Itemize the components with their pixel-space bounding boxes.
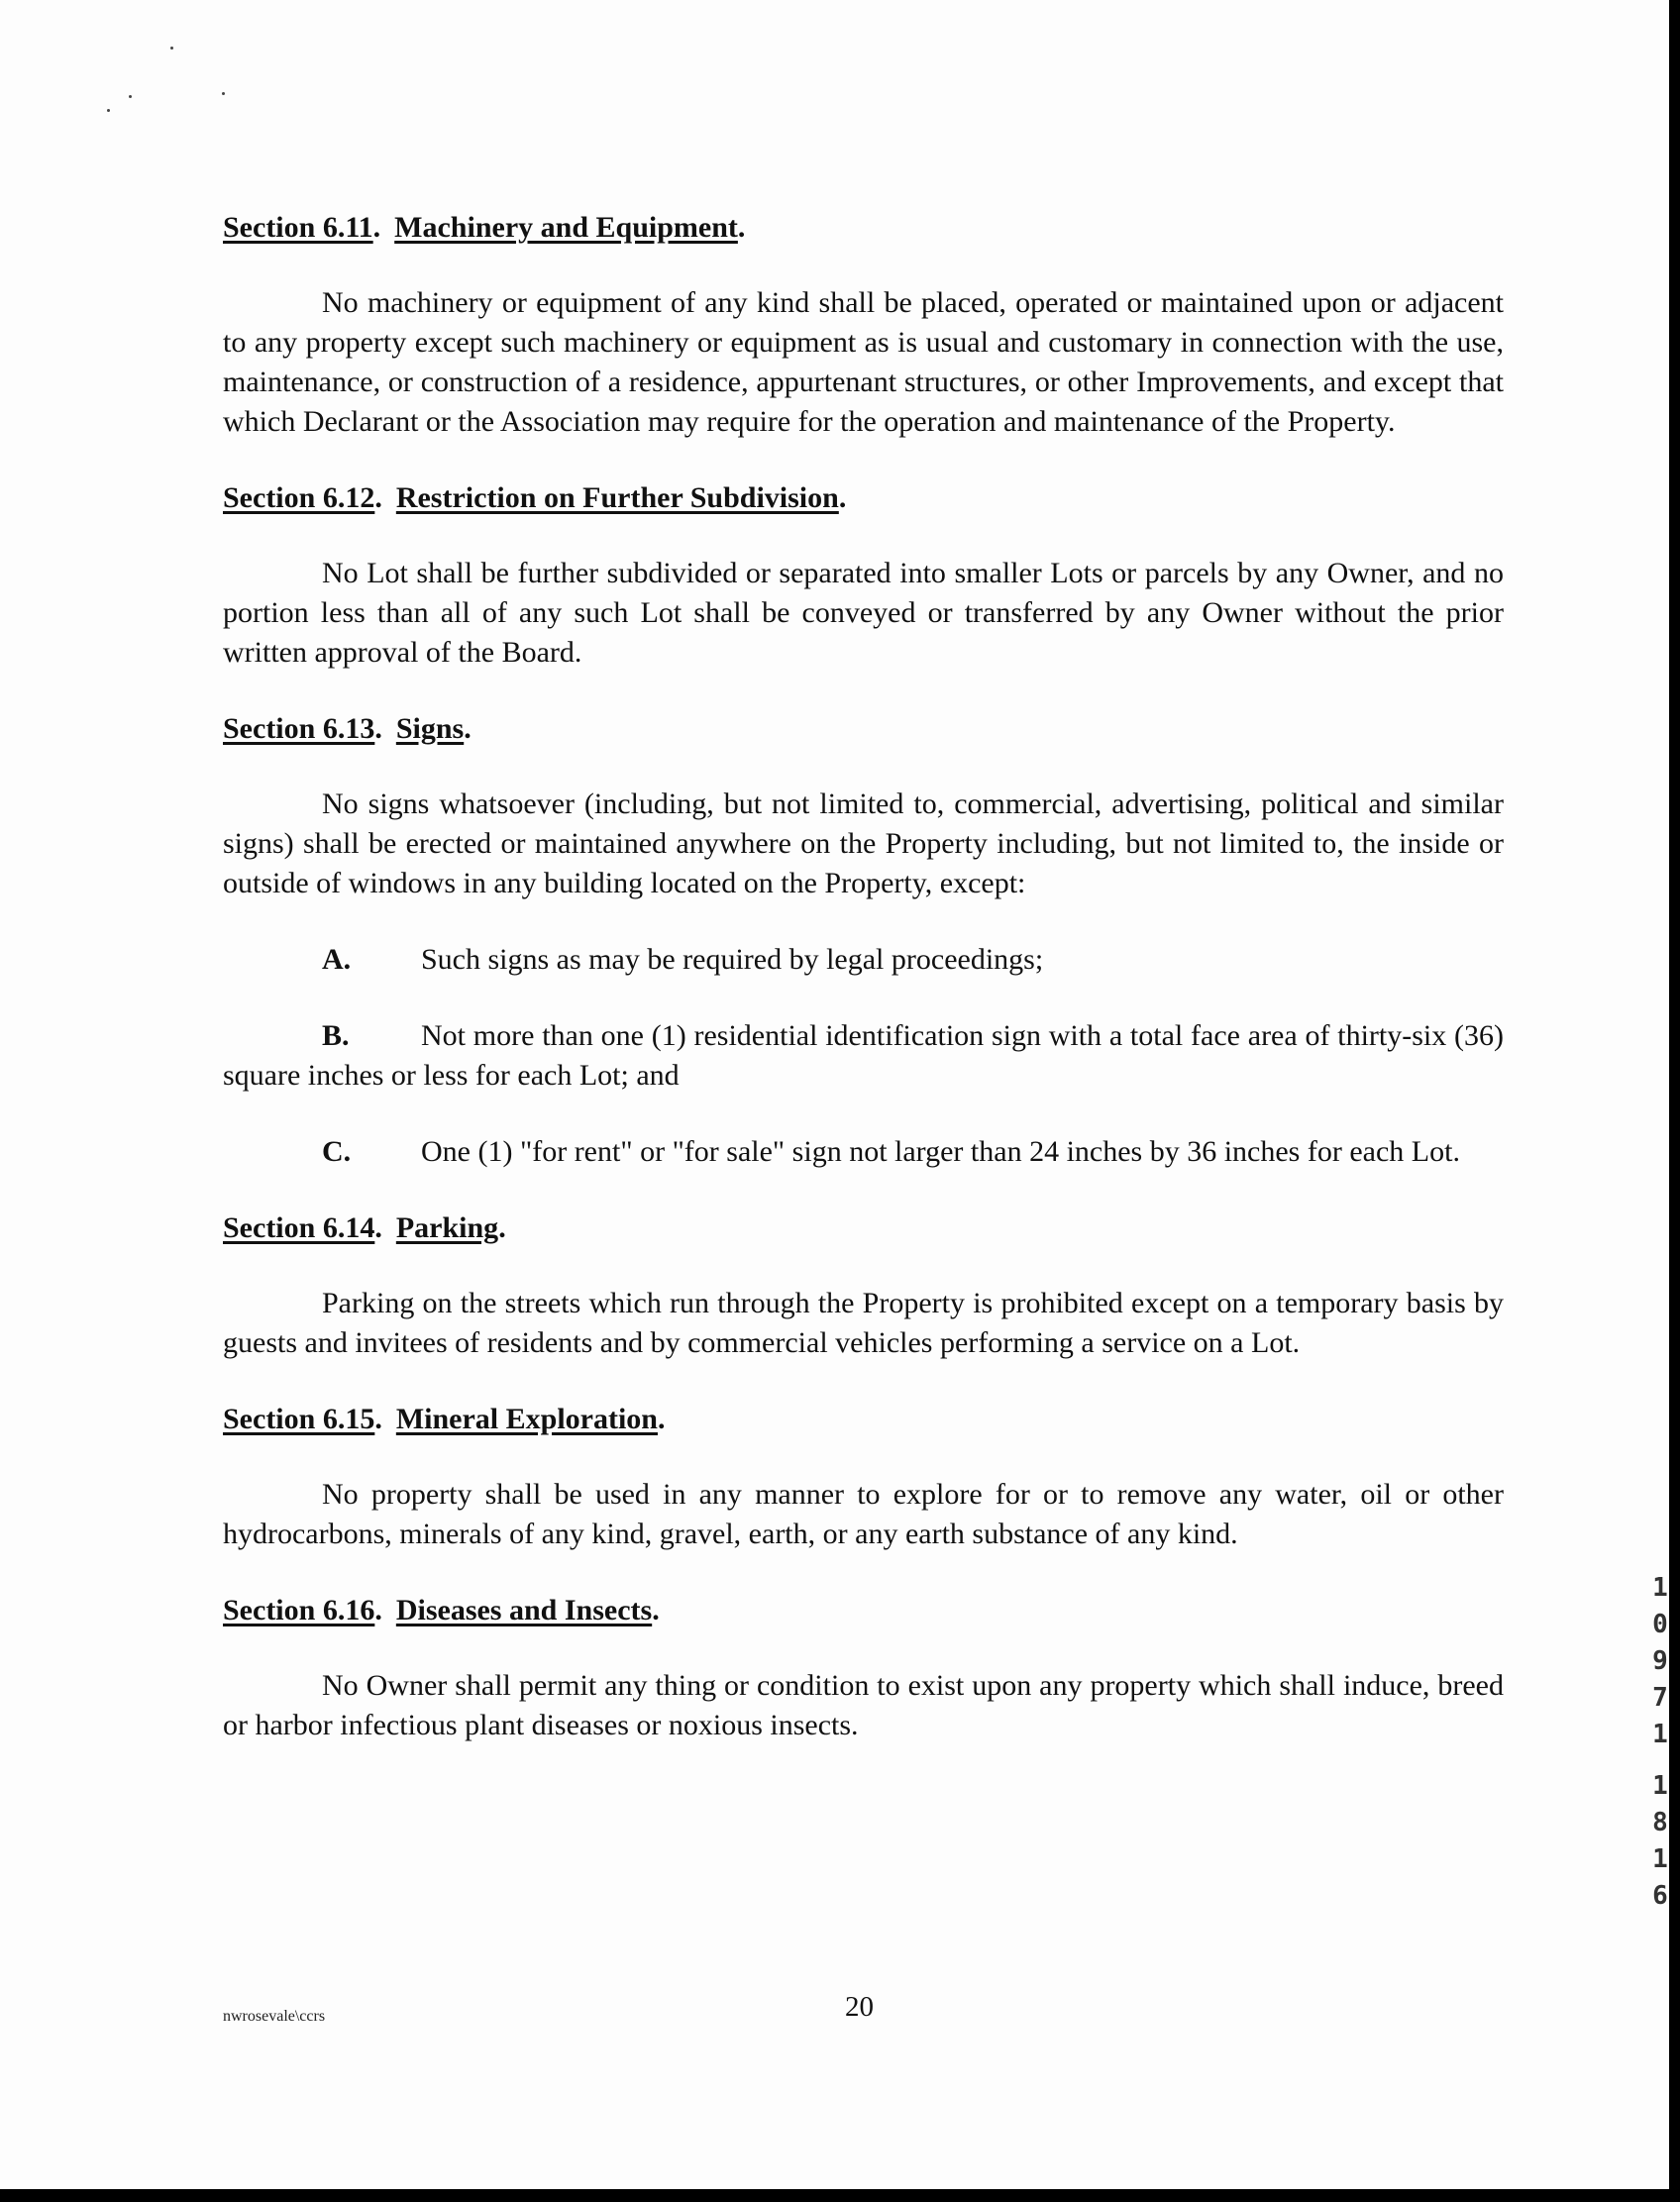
section-paragraph: No signs whatsoever (including, but not limited to, commercial, advertising, political and similar signs) shall be erected or maintained anywhere on the Property including, but not limited to, the inside or outside of windows in any building located on the Property, except: [223,787,1504,899]
section-heading: Section 6.11. Machinery and Equipment. [223,211,746,244]
section-paragraph: No property shall be used in any manner to explore for or to remove any water, oil or other hydrocarbons, minerals of any kind, gravel, earth, or any earth substance of any kind. [223,1478,1504,1550]
scan-speck [170,47,173,50]
section-6-11 [223,208,1504,442]
section-title: Parking [395,1211,499,1244]
list-item [223,940,1504,980]
section-paragraph: No Lot shall be further subdivided or separated into smaller Lots or parcels by any Owner, and no portion less than all of any such Lot shall be conveyed or transferred by any Owner without the prior written approval of the Board. [223,557,1504,669]
section-title: Machinery and Equipment [394,211,738,244]
section-title: Diseases and Insects [395,1594,653,1626]
stamp-digit: 8 [1652,1808,1668,1837]
list-item-text: One (1) "for rent" or "for sale" sign not larger than 24 inches by 36 inches for each Lot. [421,1135,1460,1168]
stamp-digit: 1 [1652,1573,1668,1603]
section-heading: Section 6.15. Mineral Exploration. [223,1403,666,1435]
scan-speck [129,95,132,98]
section-6-16 [223,1591,1504,1745]
section-heading: Section 6.16. Diseases and Insects. [223,1594,660,1626]
list-item-letter: A. [322,943,352,976]
list-item [223,1132,1504,1172]
scan-border-right [1669,0,1680,2202]
section-paragraph: Parking on the streets which run through the Property is prohibited except on a temporary basis by guests and invitees of residents and by commercial vehicles performing a service on a Lot. [223,1287,1504,1359]
section-paragraph: No Owner shall permit any thing or condition to exist upon any property which shall induce, breed or harbor infectious plant diseases or noxious insects. [223,1669,1504,1741]
section-title: Signs [395,712,465,745]
list-item-letter: C. [322,1135,352,1168]
scan-speck [107,109,110,112]
section-6-14 [223,1208,1504,1363]
section-number: Section 6.16 [223,1594,375,1626]
section-heading: Section 6.13. Signs. [223,712,472,745]
section-number: Section 6.12 [223,481,375,514]
section-number: Section 6.11 [223,211,373,244]
section-title: Mineral Exploration [395,1403,658,1435]
stamp-digit: 1 [1652,1720,1668,1749]
section-number: Section 6.13 [223,712,375,745]
margin-stamp-upper [1648,1570,1669,1753]
scan-border-bottom [0,2189,1680,2202]
list-item-letter: B. [322,1019,350,1052]
list-item [223,1016,1504,1096]
section-number: Section 6.15 [223,1403,375,1435]
section-heading: Section 6.14. Parking. [223,1211,506,1244]
section-heading: Section 6.12. Restriction on Further Subdivision. [223,481,847,514]
margin-stamp-lower [1648,1768,1669,1915]
page-number: 20 [845,1991,874,2023]
stamp-digit: 9 [1652,1646,1668,1676]
section-title: Restriction on Further Subdivision [395,481,839,514]
stamp-digit: 1 [1652,1771,1668,1801]
section-number: Section 6.14 [223,1211,375,1244]
stamp-digit: 7 [1652,1683,1668,1713]
section-paragraph: No machinery or equipment of any kind shall be placed, operated or maintained upon or adjacent to any property except such machinery or equipment as is usual and customary in connection with the use, maintenance, or construction of a residence, appurtenant structures, or other Improvements, and except that which Declarant or the Association may require for the operation and maintenance of the Property. [223,286,1504,438]
scan-speck [222,92,225,95]
stamp-digit: 1 [1652,1844,1668,1874]
stamp-digit: 0 [1652,1610,1668,1639]
section-6-15 [223,1400,1504,1554]
list-item-text: Not more than one (1) residential identification sign with a total face area of thirty-six (36) square inches or less for each Lot; and [223,1019,1504,1092]
section-6-13 [223,709,1504,1172]
stamp-digit: 6 [1652,1881,1668,1911]
document-body [223,208,1504,1782]
section-6-12 [223,478,1504,673]
footer-file-path: nwrosevale\ccrs [223,2008,326,2025]
list-item-text: Such signs as may be required by legal proceedings; [421,943,1044,976]
